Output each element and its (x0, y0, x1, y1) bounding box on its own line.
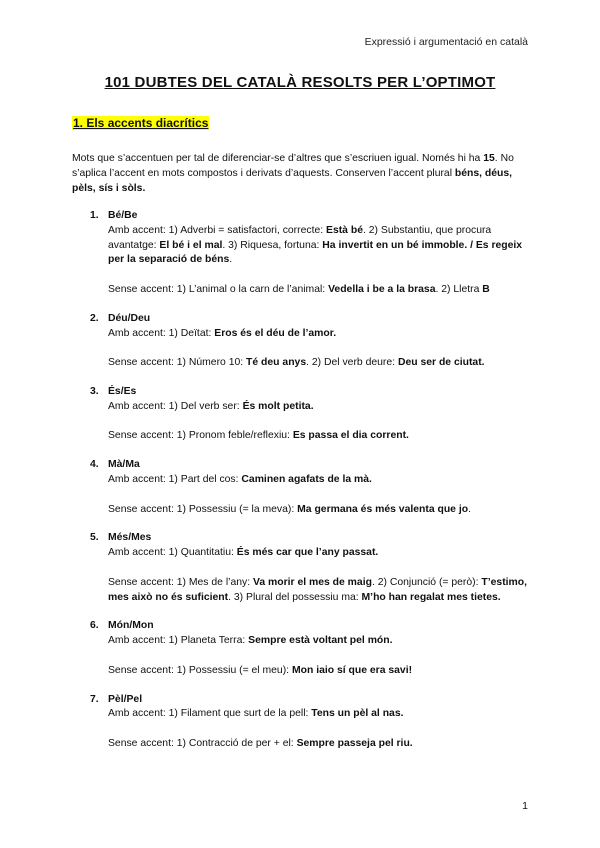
bold-example: Té deu anys (246, 357, 307, 369)
text-run: Sense accent: 1) Pronom feble/reflexiu: (108, 430, 293, 442)
entry-number: 2. (90, 312, 99, 324)
entry-heading: Bé/Be (108, 210, 138, 221)
with-accent-paragraph (108, 327, 532, 342)
text-run: . 2) Substantiu, que procura avantatge: (108, 224, 492, 251)
text-run: Sense accent: 1) Possessiu (= el meu): (108, 664, 292, 676)
text-run: Amb accent: 1) Planeta Terra: (108, 635, 249, 647)
entry-number: 4. (90, 459, 99, 471)
entry-heading: Déu/Deu (108, 312, 151, 324)
text-run: . 3) Plural del possessiu ma: (228, 591, 362, 603)
text-run: . No s’aplica l’accent en mots compostos i derivats d’aquests. Conserven l’accent plural (72, 153, 514, 179)
intro-paragraph (72, 152, 530, 196)
entry-item (72, 619, 532, 678)
entry-heading: Mà/Ma (108, 459, 140, 471)
entry-list (72, 209, 532, 752)
bold-example: Ha invertit en un bé immoble. / Es regeix per la separació de béns (108, 239, 523, 266)
paragraph-gap (108, 722, 532, 737)
section-heading: 1. Els accents diacrítics (73, 116, 209, 130)
bold-example: Ma germana és més valenta que jo (297, 503, 469, 515)
text-run: Amb accent: 1) Filament que surt de la pell: (108, 708, 312, 720)
entry-number: 1. (90, 210, 99, 221)
paragraph-gap (108, 488, 532, 503)
text-run: . (468, 503, 471, 515)
text-run: . 2) Del verb deure: (306, 357, 398, 369)
entry-item (72, 531, 532, 605)
bold-example: Està bé (326, 224, 363, 236)
bold-example: Vedella i be a la brasa (328, 283, 436, 295)
bold-example: Mon iaio sí que era savi! (291, 664, 413, 676)
paragraph-gap (108, 341, 532, 356)
entry-number: 3. (90, 385, 99, 397)
without-accent-paragraph (108, 664, 532, 679)
entry-heading: Pèl/Pel (108, 693, 143, 705)
without-accent-paragraph (108, 283, 532, 298)
bold-example: Sempre passeja pel riu. (296, 737, 413, 749)
bold-example: Sempre està voltant pel món. (248, 635, 393, 647)
paragraph-gap (108, 561, 532, 576)
entry-number: 6. (90, 620, 99, 632)
bold-example: Es passa el dia corrent. (292, 430, 409, 442)
text-run: Amb accent: 1) Del verb ser: (108, 400, 243, 412)
entry-item (72, 693, 532, 752)
text-run: Amb accent: 1) Part del cos: (108, 473, 242, 485)
page-title: 101 DUBTES DEL CATALÀ RESOLTS PER L’OPTIMOT (104, 74, 496, 91)
bold-example: És molt petita. (242, 400, 314, 412)
with-accent-paragraph (108, 707, 532, 722)
entry-heading: Món/Mon (108, 620, 154, 632)
text-run: . 2) Conjunció (= però): (371, 576, 482, 588)
text-run: . 3) Riquesa, fortuna: (222, 239, 323, 251)
paragraph-gap (108, 268, 532, 283)
without-accent-paragraph (108, 356, 532, 371)
bold-example: Va morir el mes de maig (252, 576, 372, 588)
text-run: Sense accent: 1) Mes de l’any: (108, 576, 253, 588)
bold-example: M’ho han regalat mes tietes. (361, 591, 501, 603)
without-accent-paragraph (108, 503, 532, 518)
text-run: Sense accent: 1) Número 10: (108, 357, 247, 369)
text-run: Mots que s’accentuen per tal de diferenciar-se d’altres que s’escriuen igual. Només hi ha (72, 153, 484, 164)
bold-example: B (482, 283, 490, 295)
entry-item (72, 458, 532, 517)
bold-example: béns, déus, pèls, sís i sòls. (72, 167, 513, 194)
without-accent-paragraph (108, 737, 532, 752)
entry-number: 5. (90, 532, 99, 544)
bold-example: El bé i el mal (159, 239, 223, 251)
with-accent-paragraph (108, 400, 532, 415)
entry-item (72, 385, 532, 444)
bold-example: 15 (483, 153, 495, 164)
text-run: . (229, 254, 233, 266)
without-accent-paragraph (108, 576, 532, 606)
entry-heading: És/Es (108, 385, 137, 397)
with-accent-paragraph (108, 473, 532, 488)
entry-heading: Més/Mes (108, 532, 152, 544)
entry-item (72, 209, 532, 298)
bold-example: Tens un pèl al nas. (311, 708, 404, 720)
text-run: Sense accent: 1) L’animal o la carn de l’animal: (108, 283, 329, 295)
text-run: Sense accent: 1) Possessiu (= la meva): (108, 503, 298, 515)
text-run: Amb accent: 1) Quantitatiu: (108, 547, 237, 559)
text-run: . 2) Lletra (435, 283, 483, 295)
text-run: Sense accent: 1) Contracció de per + el: (108, 737, 297, 749)
text-run: Amb accent: 1) Adverbi = satisfactori, correcte: (108, 224, 327, 236)
bold-example: Caminen agafats de la mà. (241, 473, 372, 485)
entry-item (72, 312, 532, 371)
entry-number: 7. (90, 693, 99, 705)
bold-example: És més car que l’any passat. (236, 547, 379, 559)
bold-example: Deu ser de ciutat. (397, 357, 485, 369)
bold-example: Eros és el déu de l’amor. (214, 327, 337, 339)
running-header: Expressió i argumentació en català (364, 36, 528, 48)
paragraph-gap (108, 415, 532, 430)
without-accent-paragraph (108, 429, 532, 444)
with-accent-paragraph (108, 224, 532, 268)
with-accent-paragraph (108, 634, 532, 649)
page-number: 1 (522, 800, 528, 812)
text-run: Amb accent: 1) Deïtat: (108, 327, 215, 339)
paragraph-gap (108, 649, 532, 664)
with-accent-paragraph (108, 546, 532, 561)
bold-example: T’estimo, mes això no és suficient (108, 576, 528, 603)
